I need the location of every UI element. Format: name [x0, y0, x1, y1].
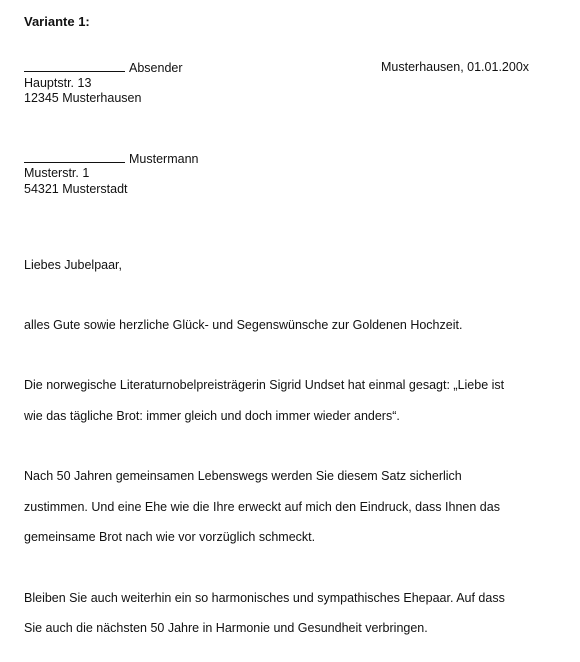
recipient-city: 54321 Musterstadt	[24, 182, 128, 196]
body-line: Sie auch die nächsten 50 Jahre in Harmonie und Gesundheit verbringen.	[24, 621, 428, 635]
body-line: Die norwegische Literaturnobelpreisträgerin Sigrid Undset hat einmal gesagt: „Liebe ist	[24, 378, 505, 392]
signature-blank-line	[24, 60, 125, 72]
recipient-blank-line	[24, 151, 125, 163]
sender-street: Hauptstr. 13	[24, 76, 92, 90]
sender-city: 12345 Musterhausen	[24, 91, 142, 105]
place-date: Musterhausen, 01.01.200x	[381, 60, 530, 74]
sender-name-line	[24, 60, 183, 76]
body-line: wie das tägliche Brot: immer gleich und doch immer wieder anders“.	[24, 409, 400, 423]
sender-name: Absender	[129, 61, 183, 75]
body-line: Bleiben Sie auch weiterhin ein so harmonisches und sympathisches Ehepaar. Auf dass	[24, 591, 505, 605]
body-line: Nach 50 Jahren gemeinsamen Lebenswegs werden Sie diesem Satz sicherlich	[24, 469, 462, 483]
body-line: zustimmen. Und eine Ehe wie die Ihre erweckt auf mich den Eindruck, dass Ihnen das	[24, 500, 500, 514]
body-line: gemeinsame Brot nach wie vor vorzüglich schmeckt.	[24, 530, 316, 544]
salutation: Liebes Jubelpaar,	[24, 258, 122, 272]
recipient-name: Mustermann	[129, 152, 199, 166]
recipient-street: Musterstr. 1	[24, 166, 90, 180]
document-heading: Variante 1:	[24, 14, 90, 29]
recipient-name-line	[24, 151, 198, 167]
body-line: alles Gute sowie herzliche Glück- und Segenswünsche zur Goldenen Hochzeit.	[24, 318, 463, 332]
